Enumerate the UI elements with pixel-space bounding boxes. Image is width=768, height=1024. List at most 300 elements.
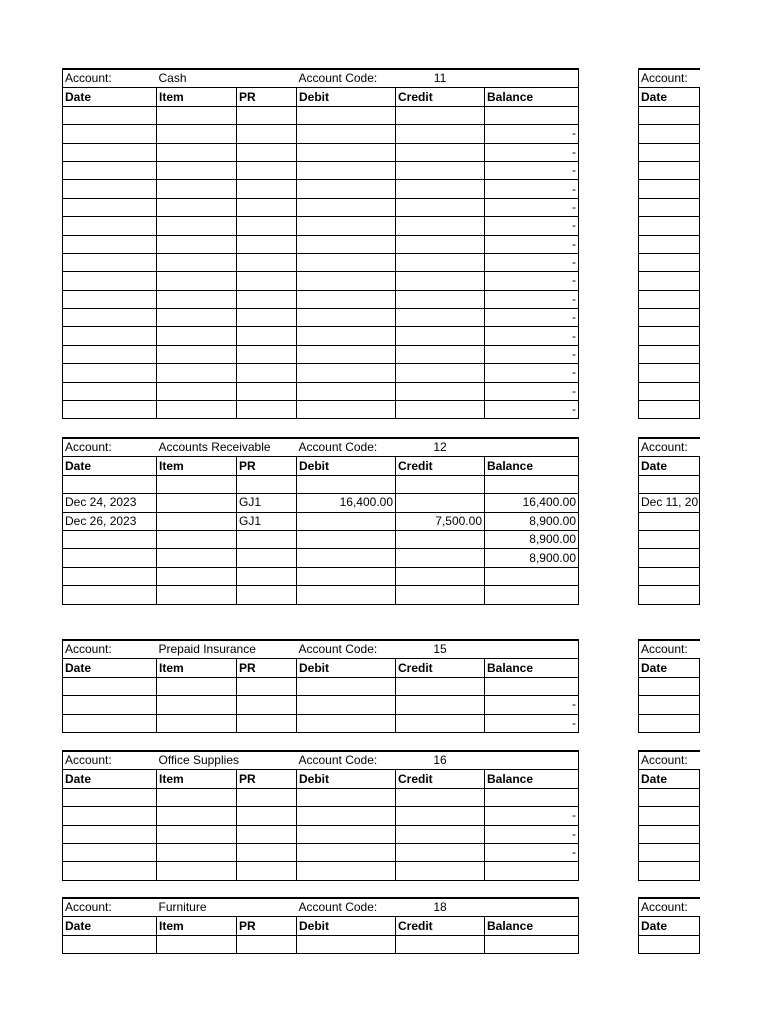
cell-debit[interactable] [297, 327, 396, 345]
cell-credit[interactable] [396, 843, 485, 861]
cell-date[interactable] [63, 401, 157, 419]
cell-date[interactable] [639, 567, 700, 585]
table-row [639, 475, 700, 493]
cell-date[interactable] [639, 253, 700, 271]
cell-pr[interactable]: GJ1 [237, 512, 297, 530]
cell-debit[interactable] [297, 125, 396, 143]
cell-credit[interactable] [396, 788, 485, 806]
cell-balance[interactable]: - [485, 382, 579, 400]
account-row [63, 69, 579, 88]
cell-item[interactable] [157, 364, 237, 382]
cell-date[interactable]: Dec 26, 2023 [63, 512, 157, 530]
cell-date[interactable] [639, 309, 700, 327]
cell-date[interactable] [63, 714, 157, 732]
cell-balance[interactable]: - [485, 125, 579, 143]
cell-pr[interactable] [237, 125, 297, 143]
cell-credit[interactable] [396, 290, 485, 308]
account-row [639, 898, 700, 917]
table-row [639, 364, 700, 382]
table-row [63, 345, 579, 363]
cell-credit[interactable] [396, 825, 485, 843]
cell-item[interactable] [157, 401, 237, 419]
column-header-pr: PR [237, 457, 297, 475]
cell-date[interactable] [63, 549, 157, 567]
cell-credit[interactable] [396, 714, 485, 732]
cell-credit[interactable] [396, 696, 485, 714]
cell-debit[interactable] [297, 180, 396, 198]
cell-balance[interactable]: - [485, 235, 579, 253]
cell-balance[interactable]: - [485, 345, 579, 363]
cell-debit[interactable] [297, 567, 396, 585]
cell-date[interactable] [639, 586, 700, 604]
cell-balance[interactable]: - [485, 290, 579, 308]
cell-date[interactable] [639, 125, 700, 143]
cell-balance[interactable]: - [485, 198, 579, 216]
cell-pr[interactable] [237, 364, 297, 382]
table-row [63, 567, 579, 585]
column-header-pr: PR [237, 659, 297, 677]
account-row [639, 751, 700, 770]
table-row [63, 401, 579, 419]
cell-debit[interactable] [297, 272, 396, 290]
cell-credit[interactable] [396, 327, 485, 345]
cell-balance[interactable] [485, 586, 579, 604]
table-row [639, 494, 700, 512]
table-row [63, 475, 579, 493]
cell-date[interactable] [639, 788, 700, 806]
cell-credit[interactable] [396, 106, 485, 124]
cell-date[interactable] [639, 382, 700, 400]
cell-item[interactable] [157, 475, 237, 493]
cell-balance[interactable]: - [485, 714, 579, 732]
account-row [63, 898, 579, 917]
cell-pr[interactable] [237, 217, 297, 235]
account-name: Accounts Receivable [157, 438, 297, 457]
cell-balance[interactable]: - [485, 843, 579, 861]
cell-debit[interactable] [297, 549, 396, 567]
cell-date[interactable] [63, 309, 157, 327]
cell-date[interactable] [639, 401, 700, 419]
cell-credit[interactable] [396, 345, 485, 363]
cell-date[interactable] [63, 807, 157, 825]
account-name: Cash [157, 69, 297, 88]
cell-debit[interactable] [297, 843, 396, 861]
cell-date[interactable] [639, 217, 700, 235]
cell-balance[interactable]: - [485, 309, 579, 327]
cell-date[interactable] [639, 106, 700, 124]
cell-date[interactable] [639, 364, 700, 382]
cell-pr[interactable] [237, 586, 297, 604]
table-row [63, 272, 579, 290]
cell-debit[interactable] [297, 198, 396, 216]
account-spacer [485, 640, 579, 659]
account-row [63, 438, 579, 457]
column-header-item: Item [157, 457, 237, 475]
table-row [63, 825, 579, 843]
cell-credit[interactable] [396, 807, 485, 825]
column-header-credit: Credit [396, 457, 485, 475]
cell-pr[interactable] [237, 788, 297, 806]
column-header-debit: Debit [297, 659, 396, 677]
cell-item[interactable] [157, 309, 237, 327]
cell-pr[interactable]: GJ1 [237, 494, 297, 512]
cell-credit[interactable] [396, 567, 485, 585]
cell-date[interactable] [63, 235, 157, 253]
cell-debit[interactable] [297, 862, 396, 880]
cell-debit[interactable] [297, 309, 396, 327]
cell-date[interactable] [639, 290, 700, 308]
table-row [63, 327, 579, 345]
cell-date[interactable] [63, 788, 157, 806]
cell-debit[interactable]: 16,400.00 [297, 494, 396, 512]
cell-date[interactable]: Dec 11, 20 [639, 494, 700, 512]
account-label: Account: [639, 640, 700, 659]
cell-date[interactable] [63, 217, 157, 235]
cell-balance[interactable] [485, 106, 579, 124]
cell-item[interactable] [157, 696, 237, 714]
cell-credit[interactable] [396, 475, 485, 493]
cell-item[interactable] [157, 807, 237, 825]
cell-debit[interactable] [297, 586, 396, 604]
table-row [63, 180, 579, 198]
cell-credit[interactable] [396, 677, 485, 695]
cell-date[interactable] [63, 161, 157, 179]
side-ledger-table [638, 639, 700, 733]
cell-balance[interactable]: 8,900.00 [485, 549, 579, 567]
column-header-item: Item [157, 659, 237, 677]
cell-credit[interactable] [396, 180, 485, 198]
cell-pr[interactable] [237, 696, 297, 714]
cell-date[interactable] [63, 825, 157, 843]
account-code-label: Account Code: [297, 898, 396, 917]
cell-balance[interactable]: - [485, 253, 579, 271]
cell-credit[interactable] [396, 198, 485, 216]
cell-date[interactable] [63, 843, 157, 861]
cell-debit[interactable] [297, 825, 396, 843]
cell-debit[interactable] [297, 382, 396, 400]
cell-date[interactable] [639, 935, 700, 953]
cell-date[interactable] [639, 714, 700, 732]
cell-pr[interactable] [237, 401, 297, 419]
cell-credit[interactable] [396, 253, 485, 271]
account-label: Account: [63, 751, 157, 770]
cell-date[interactable] [63, 180, 157, 198]
cell-pr[interactable] [237, 843, 297, 861]
cell-debit[interactable] [297, 512, 396, 530]
cell-pr[interactable] [237, 161, 297, 179]
column-header-date: Date [639, 917, 700, 935]
cell-item[interactable] [157, 788, 237, 806]
table-row [63, 494, 579, 512]
cell-date[interactable] [639, 327, 700, 345]
cell-debit[interactable] [297, 530, 396, 548]
cell-item[interactable] [157, 714, 237, 732]
cell-balance[interactable] [485, 788, 579, 806]
column-header-debit: Debit [297, 457, 396, 475]
cell-item[interactable] [157, 382, 237, 400]
cell-item[interactable] [157, 586, 237, 604]
cell-debit[interactable] [297, 401, 396, 419]
cell-date[interactable] [63, 935, 157, 953]
cell-item[interactable] [157, 862, 237, 880]
cell-date[interactable] [639, 161, 700, 179]
cell-credit[interactable] [396, 125, 485, 143]
cell-date[interactable] [63, 862, 157, 880]
cell-balance[interactable]: - [485, 807, 579, 825]
cell-item[interactable] [157, 235, 237, 253]
cell-pr[interactable] [237, 935, 297, 953]
cell-debit[interactable] [297, 364, 396, 382]
cell-balance[interactable]: - [485, 327, 579, 345]
cell-balance[interactable] [485, 862, 579, 880]
cell-pr[interactable] [237, 530, 297, 548]
cell-item[interactable] [157, 549, 237, 567]
cell-debit[interactable] [297, 106, 396, 124]
cell-pr[interactable] [237, 714, 297, 732]
cell-date[interactable]: Dec 24, 2023 [63, 494, 157, 512]
cell-date[interactable] [63, 677, 157, 695]
column-header-date: Date [639, 770, 700, 788]
cell-debit[interactable] [297, 935, 396, 953]
cell-credit[interactable] [396, 272, 485, 290]
column-header-credit: Credit [396, 917, 485, 935]
cell-pr[interactable] [237, 235, 297, 253]
cell-balance[interactable]: - [485, 272, 579, 290]
cell-date[interactable] [639, 677, 700, 695]
cell-date[interactable] [639, 825, 700, 843]
table-row [639, 567, 700, 585]
cell-date[interactable] [63, 143, 157, 161]
cell-item[interactable] [157, 272, 237, 290]
table-row [639, 807, 700, 825]
cell-date[interactable] [639, 696, 700, 714]
cell-pr[interactable] [237, 143, 297, 161]
cell-date[interactable] [639, 198, 700, 216]
cell-date[interactable] [639, 549, 700, 567]
account-row [63, 640, 579, 659]
cell-date[interactable] [639, 180, 700, 198]
cell-credit[interactable] [396, 530, 485, 548]
cell-pr[interactable] [237, 106, 297, 124]
cell-pr[interactable] [237, 677, 297, 695]
cell-item[interactable] [157, 327, 237, 345]
cell-date[interactable] [63, 364, 157, 382]
cell-item[interactable] [157, 290, 237, 308]
cell-item[interactable] [157, 106, 237, 124]
cell-date[interactable] [639, 512, 700, 530]
cell-pr[interactable] [237, 549, 297, 567]
cell-pr[interactable] [237, 475, 297, 493]
table-row [63, 106, 579, 124]
cell-pr[interactable] [237, 862, 297, 880]
cell-credit[interactable] [396, 217, 485, 235]
cell-item[interactable] [157, 567, 237, 585]
cell-date[interactable] [63, 125, 157, 143]
cell-pr[interactable] [237, 327, 297, 345]
cell-balance[interactable]: - [485, 825, 579, 843]
cell-item[interactable] [157, 217, 237, 235]
account-code-value: 12 [396, 438, 485, 457]
cell-credit[interactable] [396, 235, 485, 253]
cell-credit[interactable] [396, 862, 485, 880]
column-header-item: Item [157, 88, 237, 106]
cell-item[interactable] [157, 825, 237, 843]
cell-balance[interactable]: - [485, 143, 579, 161]
cell-debit[interactable] [297, 677, 396, 695]
cell-pr[interactable] [237, 382, 297, 400]
cell-credit[interactable] [396, 586, 485, 604]
table-row [63, 714, 579, 732]
cell-date[interactable] [639, 143, 700, 161]
cell-item[interactable] [157, 843, 237, 861]
cell-date[interactable] [63, 327, 157, 345]
table-row [63, 677, 579, 695]
cell-pr[interactable] [237, 180, 297, 198]
table-row [639, 198, 700, 216]
cell-pr[interactable] [237, 567, 297, 585]
cell-date[interactable] [63, 198, 157, 216]
cell-credit[interactable]: 7,500.00 [396, 512, 485, 530]
cell-balance[interactable]: - [485, 161, 579, 179]
cell-debit[interactable] [297, 807, 396, 825]
table-row [639, 788, 700, 806]
cell-pr[interactable] [237, 272, 297, 290]
cell-date[interactable] [63, 382, 157, 400]
table-row [63, 198, 579, 216]
cell-credit[interactable] [396, 161, 485, 179]
cell-credit[interactable] [396, 549, 485, 567]
cell-date[interactable] [639, 235, 700, 253]
column-header-credit: Credit [396, 88, 485, 106]
cell-item[interactable] [157, 161, 237, 179]
cell-debit[interactable] [297, 290, 396, 308]
ledger-table-office-supplies [62, 750, 579, 881]
cell-date[interactable] [63, 290, 157, 308]
cell-date[interactable] [639, 475, 700, 493]
table-row [63, 125, 579, 143]
cell-pr[interactable] [237, 825, 297, 843]
cell-balance[interactable]: - [485, 401, 579, 419]
cell-debit[interactable] [297, 714, 396, 732]
cell-item[interactable] [157, 125, 237, 143]
cell-debit[interactable] [297, 696, 396, 714]
cell-date[interactable] [63, 272, 157, 290]
cell-item[interactable] [157, 677, 237, 695]
cell-date[interactable] [639, 530, 700, 548]
cell-pr[interactable] [237, 290, 297, 308]
cell-balance[interactable]: - [485, 217, 579, 235]
cell-date[interactable] [63, 530, 157, 548]
account-spacer [485, 751, 579, 770]
table-row [63, 161, 579, 179]
table-row [639, 290, 700, 308]
cell-credit[interactable] [396, 494, 485, 512]
cell-date[interactable] [63, 253, 157, 271]
cell-pr[interactable] [237, 198, 297, 216]
table-row [639, 253, 700, 271]
cell-balance[interactable]: - [485, 180, 579, 198]
cell-date[interactable] [63, 696, 157, 714]
header-row [63, 770, 579, 788]
header-row [639, 770, 700, 788]
cell-credit[interactable] [396, 935, 485, 953]
cell-debit[interactable] [297, 235, 396, 253]
cell-credit[interactable] [396, 143, 485, 161]
cell-credit[interactable] [396, 309, 485, 327]
cell-balance[interactable]: - [485, 364, 579, 382]
cell-debit[interactable] [297, 253, 396, 271]
cell-pr[interactable] [237, 253, 297, 271]
cell-debit[interactable] [297, 143, 396, 161]
cell-item[interactable] [157, 494, 237, 512]
cell-date[interactable] [63, 475, 157, 493]
column-header-debit: Debit [297, 917, 396, 935]
cell-date[interactable] [639, 345, 700, 363]
cell-date[interactable] [63, 567, 157, 585]
table-row [639, 143, 700, 161]
cell-balance[interactable] [485, 567, 579, 585]
side-ledger-table [638, 750, 700, 881]
cell-debit[interactable] [297, 217, 396, 235]
cell-item[interactable] [157, 530, 237, 548]
cell-date[interactable] [63, 586, 157, 604]
cell-date[interactable] [639, 862, 700, 880]
cell-balance[interactable] [485, 475, 579, 493]
cell-pr[interactable] [237, 807, 297, 825]
cell-item[interactable] [157, 512, 237, 530]
ledger-table-cash [62, 68, 579, 419]
account-label: Account: [63, 898, 157, 917]
header-row [639, 88, 700, 106]
cell-pr[interactable] [237, 309, 297, 327]
cell-credit[interactable] [396, 401, 485, 419]
cell-date[interactable] [63, 106, 157, 124]
table-row [63, 143, 579, 161]
cell-credit[interactable] [396, 382, 485, 400]
column-header-pr: PR [237, 88, 297, 106]
cell-debit[interactable] [297, 161, 396, 179]
header-row [63, 88, 579, 106]
table-row [63, 309, 579, 327]
cell-date[interactable] [639, 807, 700, 825]
cell-balance[interactable]: - [485, 696, 579, 714]
cell-item[interactable] [157, 935, 237, 953]
column-header-credit: Credit [396, 770, 485, 788]
cell-debit[interactable] [297, 345, 396, 363]
column-header-date: Date [63, 917, 157, 935]
cell-item[interactable] [157, 143, 237, 161]
account-spacer [485, 438, 579, 457]
cell-balance[interactable]: 8,900.00 [485, 512, 579, 530]
cell-item[interactable] [157, 198, 237, 216]
cell-item[interactable] [157, 180, 237, 198]
cell-balance[interactable] [485, 677, 579, 695]
cell-item[interactable] [157, 345, 237, 363]
table-row [639, 843, 700, 861]
cell-date[interactable] [639, 272, 700, 290]
cell-credit[interactable] [396, 364, 485, 382]
cell-date[interactable] [639, 843, 700, 861]
cell-balance[interactable]: 8,900.00 [485, 530, 579, 548]
cell-date[interactable] [63, 345, 157, 363]
account-code-label: Account Code: [297, 69, 396, 88]
cell-debit[interactable] [297, 788, 396, 806]
cell-item[interactable] [157, 253, 237, 271]
cell-pr[interactable] [237, 345, 297, 363]
cell-balance[interactable] [485, 935, 579, 953]
cell-debit[interactable] [297, 475, 396, 493]
cell-balance[interactable]: 16,400.00 [485, 494, 579, 512]
